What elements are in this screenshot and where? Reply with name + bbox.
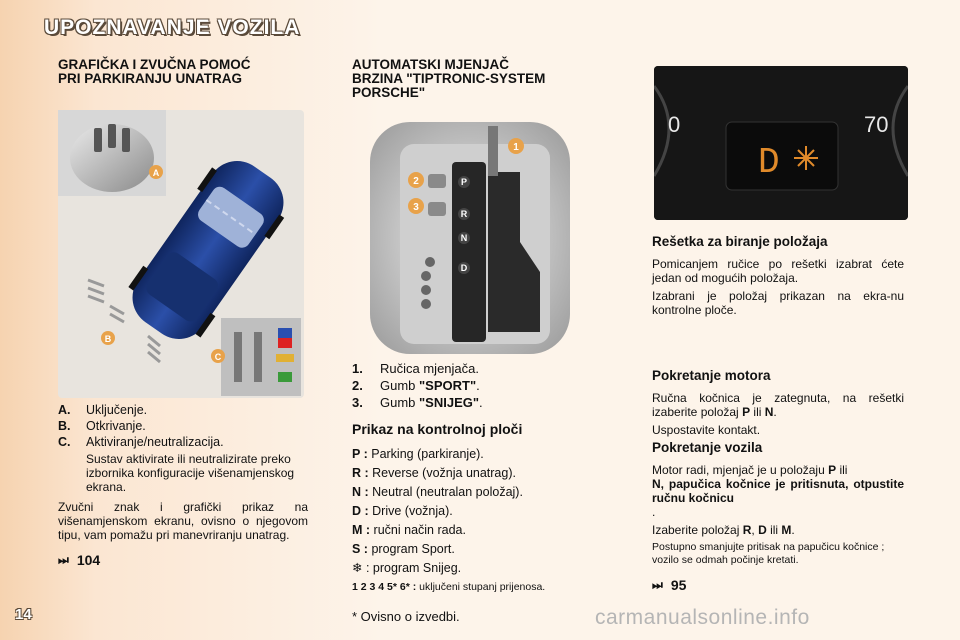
parking-page-ref[interactable] [58,552,308,568]
gearbox-heading-line2: BRZINA "TIPTRONIC-SYSTEM [352,71,546,86]
shift-letter-p: P [460,177,468,187]
selector-heading: Rešetka za biranje položaja [652,234,828,249]
shift-letter-n: N [460,233,468,243]
drive-ref-number: 95 [670,577,687,593]
shift-letter-r: R [460,209,468,219]
forward-arrow-icon: ⏭ [652,577,663,592]
gearbox-section [352,58,610,100]
list-item: S : program Sport. [352,542,455,556]
engine-p1: Ručna kočnica je zategnuta, na rešetki izaberite položaj P ili N. [652,391,904,419]
drive-section [652,440,904,593]
list-item: P : Parking (parkiranje). [352,447,484,461]
callout-c [211,349,225,363]
snowflake-icon: ❄ [352,561,363,575]
gears-line: 1 2 3 4 5* 6* : uključeni stupanj prijenosa. [352,581,546,593]
parking-section [58,58,308,86]
drive-note: Postupno smanjujte pritisak na papučicu kočnice ; vozilo se odmah počinje kretati. [652,541,885,566]
sport-button [428,174,446,188]
dashboard-photo [654,66,908,220]
list-item: N : Neutral (neutralan položaj). [352,485,523,499]
list-item: B. Otkrivanje. [58,419,146,433]
drive-page-ref[interactable] [652,577,904,593]
forward-arrow-icon: ⏭ [58,552,69,567]
shift-letter-d: D [460,263,468,273]
list-item: M : ručni način rada. [352,523,466,537]
selector-p1: Pomicanjem ručice po rešetki izabrat ćete jedan od mogućih položaja. [652,257,904,285]
parking-c-note: Sustav aktivirate ili neutralizirate preko izbornika konfiguracije višenamjenskog ekrana. [86,452,295,494]
gear-selector-illustration [370,122,570,354]
engine-p2: Uspostavite kontakt. [652,423,761,437]
engine-section [652,368,904,437]
callout-2 [408,172,424,188]
dash-gear-letter: D [758,142,780,183]
snow-button [428,202,446,216]
list-item: R : Reverse (vožnja unatrag). [352,466,516,480]
parking-heading-line1: GRAFIČKA I ZVUČNA POMOĆ [58,57,251,72]
page-number: 14 [15,606,32,623]
footnote: * Ovisno o izvedbi. [352,609,460,624]
gearbox-heading-line3: PORSCHE" [352,85,426,100]
list-item: D : Drive (vožnja). [352,504,453,518]
callout-b [101,331,115,345]
dashboard-svg [654,66,908,220]
list-item: ❄ : program Snijeg. [352,561,462,575]
gearbox-heading [352,58,610,100]
dash-left-number: 0 [668,112,681,137]
svg-text:A: A [152,168,160,178]
svg-text:1: 1 [513,142,519,153]
parking-ref-number: 104 [76,552,101,568]
callout-1 [508,138,524,154]
display-list [352,445,610,578]
gearbox-heading-line1: AUTOMATSKI MJENJAČ [352,57,510,72]
gear-selector-svg [370,122,570,354]
engine-heading: Pokretanje motora [652,368,771,383]
parking-illustration [58,110,304,398]
list-item: A. Uključenje. [58,403,148,417]
dash-right-number: 70 [864,112,889,137]
watermark: carmanualsonline.info [595,606,810,629]
svg-text:2: 2 [413,176,419,187]
selector-section [652,234,904,317]
list-item: 2. Gumb "SPORT". [352,378,480,393]
gearbox-text [352,360,610,624]
list-item: 1. Ručica mjenjača. [352,361,479,376]
drive-heading: Pokretanje vozila [652,440,763,455]
parking-text [58,402,308,568]
page-title: UPOZNAVANJE VOZILA [44,16,301,39]
svg-text:B: B [104,334,112,344]
svg-text:C: C [214,352,222,362]
parking-paragraph: Zvučni znak i grafički prikaz na višenamjenskom ekranu, ovisno o njegovom tipu, vam pomažu pri manevriranju unatrag. [58,500,308,542]
list-item: 3. Gumb "SNIJEG". [352,395,483,410]
display-heading: Prikaz na kontrolnoj ploči [352,421,523,437]
parking-illustration-svg [58,110,304,398]
gearbox-legend-list [352,360,610,411]
svg-text:3: 3 [413,202,419,213]
parking-heading [58,58,308,86]
selector-p2: Izabrani je položaj prikazan na ekra-nu kontrolne ploče. [652,289,904,317]
parking-heading-line2: PRI PARKIRANJU UNATRAG [58,71,243,86]
callout-3 [408,198,424,214]
drive-p2: Izaberite položaj R, D ili M. [652,523,795,537]
callout-a [149,165,163,179]
parking-legend-list [58,402,308,450]
list-item: C. Aktiviranje/neutralizacija. [58,435,224,449]
drive-p1: Motor radi, mjenjač je u položaju P ili N, papučica kočnice je pritisnuta, otpustite ručnu kočnicu . [652,463,904,519]
